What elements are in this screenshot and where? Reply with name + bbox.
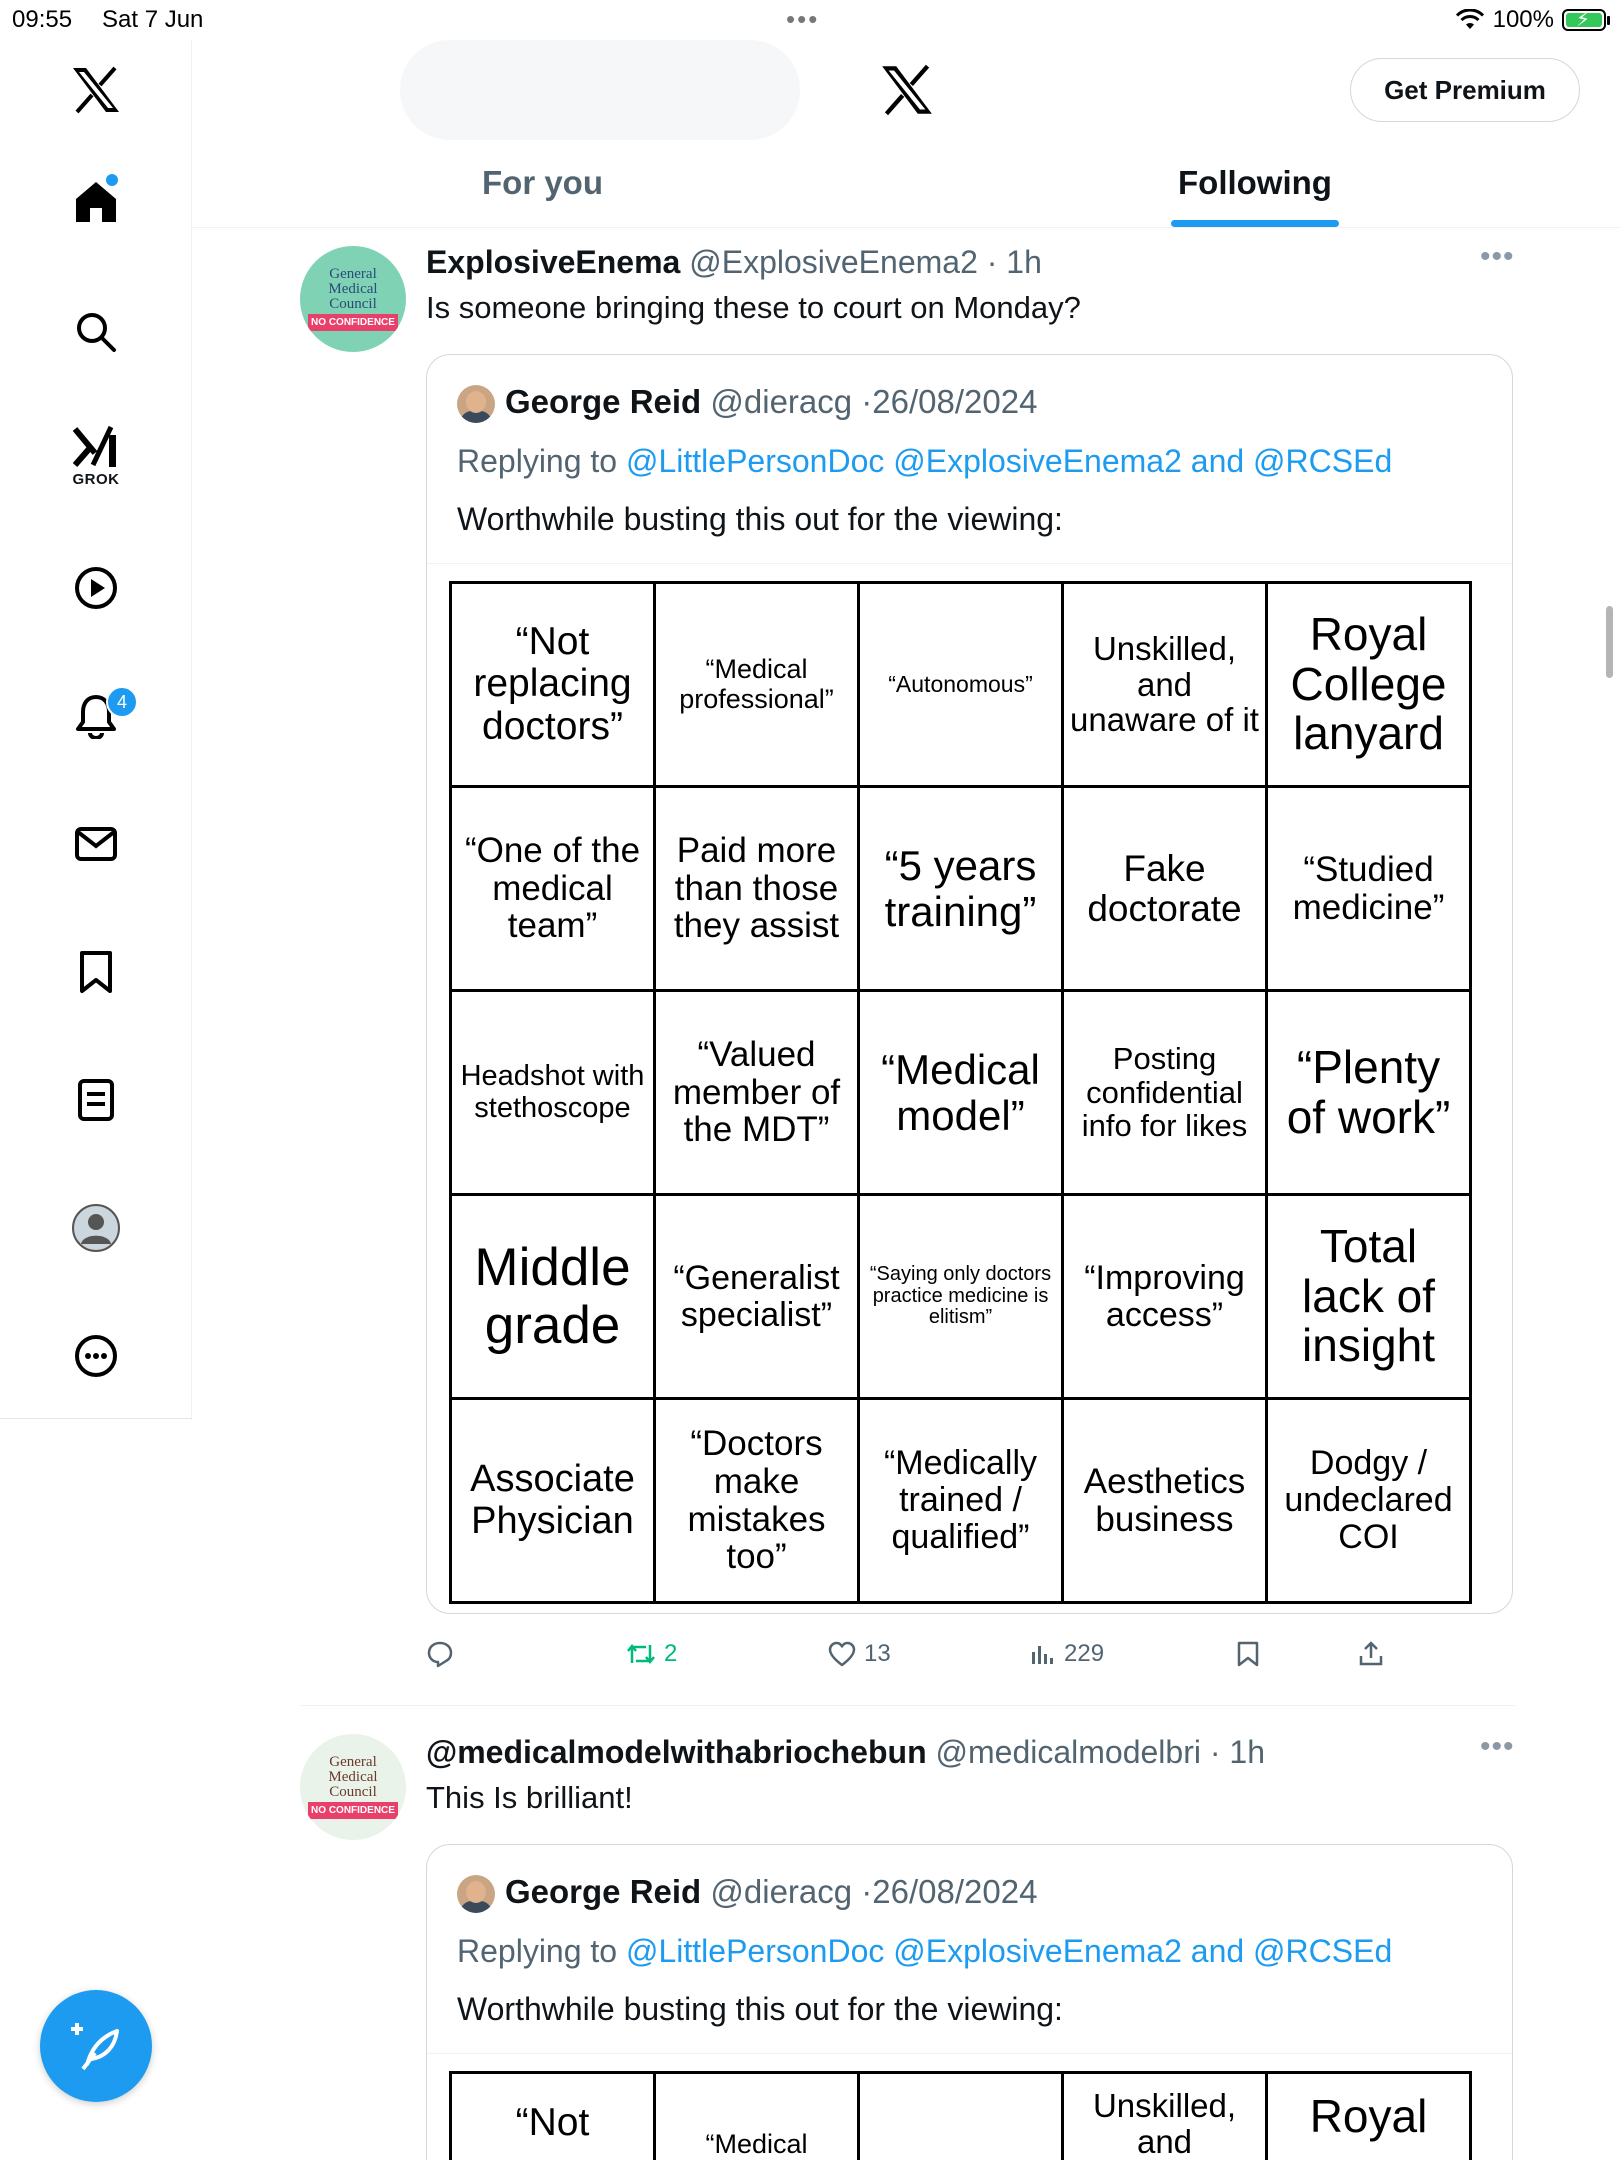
avatar-gmc-logo: General Medical Council NO CONFIDENCE — [308, 1755, 398, 1819]
replying-to: Replying to @LittlePersonDoc @ExplosiveEnema2 and @RCSEd — [457, 1933, 1393, 1969]
bingo-cell: Total lack of insight — [1267, 1195, 1471, 1399]
bingo-cell: “Autonomous” — [859, 583, 1063, 787]
more-icon[interactable] — [60, 1320, 132, 1392]
like-button[interactable] — [828, 1640, 891, 1668]
bingo-cell — [859, 2073, 1063, 2160]
notifications-icon[interactable] — [60, 680, 132, 752]
bookmark-button[interactable] — [1236, 1640, 1260, 1668]
bingo-cell: Middle grade — [451, 1195, 655, 1399]
replying-to-handles[interactable]: @LittlePersonDoc @ExplosiveEnema2 and @RCSEd — [625, 443, 1393, 479]
quote-text: Worthwhile busting this out for the viewing: — [457, 501, 1063, 537]
scrollbar-thumb[interactable] — [1606, 606, 1613, 678]
quote-avatar[interactable] — [457, 1875, 495, 1913]
tweet-time[interactable]: 1h — [1006, 244, 1042, 280]
heart-icon — [828, 1641, 856, 1667]
tweet-time[interactable]: 1h — [1229, 1734, 1265, 1770]
grok-label: GROK — [72, 470, 120, 488]
author-handle[interactable]: @medicalmodelbri — [935, 1734, 1201, 1770]
bingo-cell: “Medical — [655, 2073, 859, 2160]
views-button[interactable] — [1030, 1640, 1104, 1668]
quote-header: George Reid @dieracg ·26/08/2024 — [505, 383, 1038, 420]
active-tab-indicator — [1171, 220, 1339, 227]
bingo-cell: “Medically trained / qualified” — [859, 1399, 1063, 1603]
tweet-action-bar — [426, 1640, 1426, 1680]
bingo-cell: “Improving access” — [1063, 1195, 1267, 1399]
replying-to: Replying to @LittlePersonDoc @ExplosiveEnema2 and @RCSEd — [457, 443, 1393, 479]
bingo-cell: “Not replacing doctors” — [451, 583, 655, 787]
x-header-logo-icon[interactable] — [880, 64, 934, 121]
like-count: 13 — [864, 1640, 891, 1667]
bingo-cell: Posting confidential info for likes — [1063, 991, 1267, 1195]
bookmarks-icon[interactable] — [60, 936, 132, 1008]
bingo-cell: “One of the medical team” — [451, 787, 655, 991]
tweet-divider — [300, 1705, 1515, 1706]
replying-to-handles[interactable]: @LittlePersonDoc @ExplosiveEnema2 and @RCSEd — [625, 1933, 1393, 1969]
bookmark-icon — [1236, 1640, 1260, 1668]
repost-icon — [626, 1641, 656, 1667]
status-date: Sat 7 Jun — [102, 6, 204, 33]
status-bar — [0, 0, 1620, 40]
quoted-tweet[interactable] — [426, 1844, 1513, 2160]
sidebar-divider — [0, 1418, 192, 1419]
x-logo-icon[interactable] — [60, 54, 132, 126]
share-button[interactable] — [1358, 1640, 1384, 1668]
timeline-tabs — [192, 140, 1620, 228]
bingo-cell: “Generalist specialist” — [655, 1195, 859, 1399]
bingo-cell: Dodgy / undeclared COI — [1267, 1399, 1471, 1603]
quoted-tweet[interactable] — [426, 354, 1513, 1614]
grok-icon[interactable] — [60, 420, 132, 492]
bingo-cell: “5 years training” — [859, 787, 1063, 991]
avatar[interactable] — [300, 1734, 406, 1840]
bingo-cell: “Plenty of work” — [1267, 991, 1471, 1195]
bingo-cell: “Doctors make mistakes too” — [655, 1399, 859, 1603]
bingo-cell: Headshot with stethoscope — [451, 991, 655, 1195]
more-options-icon[interactable]: ••• — [1480, 240, 1515, 273]
quote-author-handle: @dieracg — [710, 1873, 853, 1910]
bingo-cell: Fake doctorate — [1063, 787, 1267, 991]
video-icon[interactable] — [60, 552, 132, 624]
quote-date: 26/08/2024 — [872, 383, 1038, 420]
quote-media-divider — [427, 563, 1512, 564]
compose-feather-icon — [69, 2019, 123, 2073]
search-icon[interactable] — [60, 296, 132, 368]
tweet-header: ExplosiveEnema @ExplosiveEnema2 · 1h — [426, 244, 1042, 280]
quote-media-divider — [427, 2053, 1512, 2054]
header-blur — [400, 40, 800, 140]
multitasking-dots-icon[interactable]: ••• — [786, 4, 820, 34]
bingo-cell: Aesthetics business — [1063, 1399, 1267, 1603]
notifications-badge: 4 — [106, 686, 138, 718]
quote-author-handle: @dieracg — [710, 383, 853, 420]
quote-header: George Reid @dieracg ·26/08/2024 — [505, 1873, 1038, 1910]
share-icon — [1358, 1640, 1384, 1668]
quote-avatar[interactable] — [457, 385, 495, 423]
avatar[interactable] — [300, 246, 406, 352]
sidebar — [0, 40, 192, 1420]
quote-author-name: George Reid — [505, 383, 702, 420]
views-count: 229 — [1064, 1640, 1105, 1667]
bingo-cell: “Studied medicine” — [1267, 787, 1471, 991]
bingo-card-image[interactable] — [449, 581, 1472, 1604]
tab-for-you[interactable]: For you — [482, 164, 603, 201]
bingo-cell: “Medical professional” — [655, 583, 859, 787]
battery-icon: ⚡ — [1562, 9, 1606, 31]
wifi-icon — [1455, 9, 1485, 31]
profile-icon[interactable] — [60, 1192, 132, 1264]
bingo-card-image[interactable] — [449, 2071, 1472, 2160]
home-unread-dot — [106, 174, 118, 186]
quote-date: 26/08/2024 — [872, 1873, 1038, 1910]
tweet-text: Is someone bringing these to court on Monday? — [426, 290, 1081, 325]
more-options-icon[interactable]: ••• — [1480, 1730, 1515, 1763]
bingo-cell: “Saying only doctors practice medicine is elitism” — [859, 1195, 1063, 1399]
messages-icon[interactable] — [60, 808, 132, 880]
battery-percent: 100% — [1492, 6, 1554, 33]
reply-button[interactable] — [426, 1640, 462, 1668]
bingo-cell: Royal College lanyard — [1267, 583, 1471, 787]
bingo-cell: Paid more than those they assist — [655, 787, 859, 991]
repost-button[interactable] — [626, 1640, 677, 1668]
status-time: 09:55 — [12, 6, 73, 33]
tab-following[interactable]: Following — [1178, 164, 1332, 201]
bingo-cell: Royal — [1267, 2073, 1471, 2160]
bingo-cell: Unskilled, and — [1063, 2073, 1267, 2160]
author-name[interactable]: @medicalmodelwithabriochebun — [426, 1734, 927, 1770]
bingo-cell: Associate Physician — [451, 1399, 655, 1603]
status-right — [1455, 6, 1606, 34]
tweet[interactable] — [300, 240, 1515, 1704]
avatar-gmc-logo: General Medical Council NO CONFIDENCE — [308, 267, 398, 331]
home-icon[interactable] — [60, 166, 132, 238]
bingo-cell: “Medical model” — [859, 991, 1063, 1195]
tweet-text: This Is brilliant! — [426, 1780, 633, 1815]
tweet[interactable] — [300, 1730, 1515, 2160]
bingo-cell: “Not — [451, 2073, 655, 2160]
author-name[interactable]: ExplosiveEnema — [426, 244, 681, 280]
reply-icon — [426, 1640, 454, 1668]
repost-count: 2 — [664, 1640, 678, 1667]
lists-icon[interactable] — [60, 1064, 132, 1136]
quote-text: Worthwhile busting this out for the viewing: — [457, 1991, 1063, 2027]
bingo-cell: “Valued member of the MDT” — [655, 991, 859, 1195]
compose-post-button[interactable] — [40, 1990, 152, 2102]
quote-author-name: George Reid — [505, 1873, 702, 1910]
get-premium-button[interactable]: Get Premium — [1350, 58, 1580, 122]
tweet-header: @medicalmodelwithabriochebun @medicalmodelbri · 1h — [426, 1734, 1265, 1770]
author-handle[interactable]: @ExplosiveEnema2 — [689, 244, 978, 280]
bingo-cell: Unskilled, and unaware of it — [1063, 583, 1267, 787]
views-chart-icon — [1030, 1642, 1056, 1666]
